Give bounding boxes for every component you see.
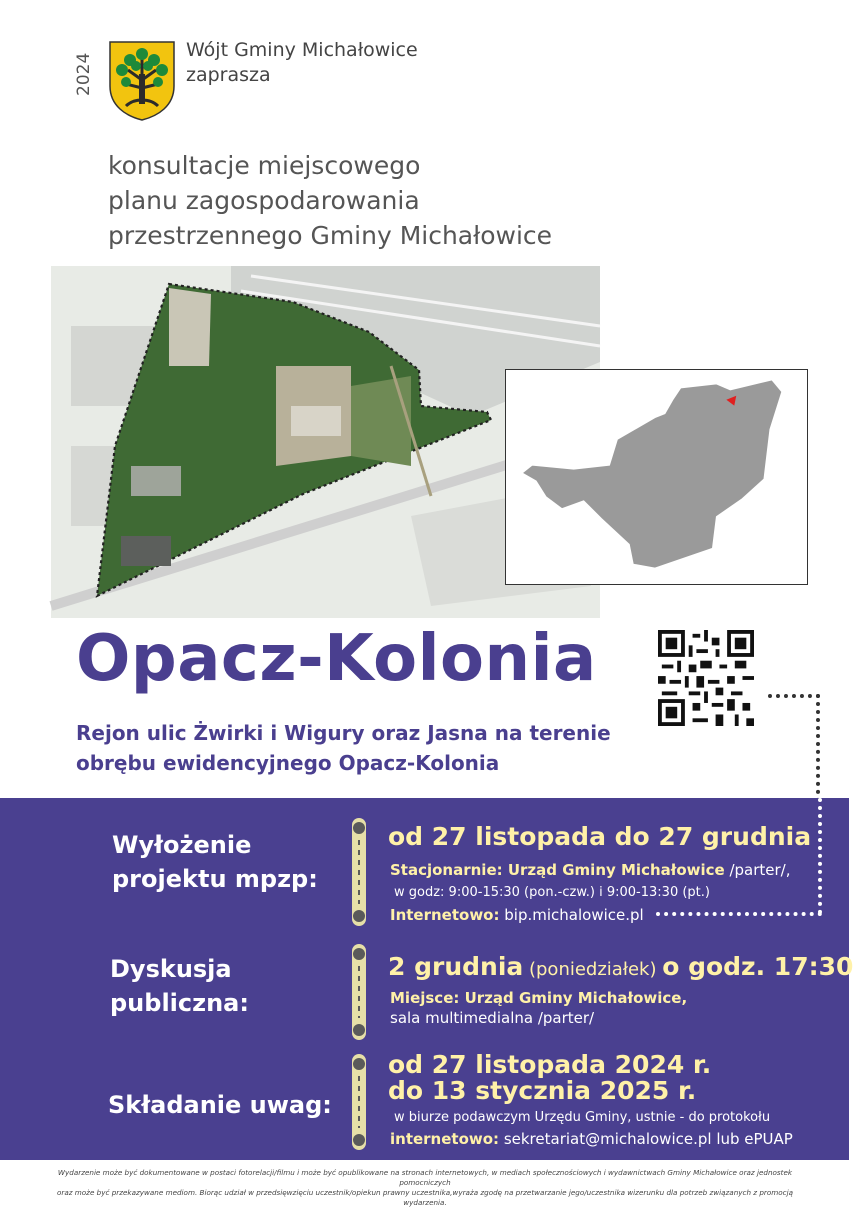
consultation-line-1: konsultacje miejscowego — [108, 151, 421, 180]
timeline-marker — [348, 944, 370, 1040]
qr-code-icon[interactable] — [658, 630, 754, 726]
exhibition-hours: w godz: 9:00-15:30 (pon.-czw.) i 9:00-13:30 (pt.) — [394, 885, 710, 900]
subtitle-line-2: obrębu ewidencyjnego Opacz-Kolonia — [76, 751, 500, 775]
year-label: 2024 — [74, 52, 94, 96]
comments-label: Składanie uwag: — [108, 1091, 332, 1119]
location-inset-map — [505, 369, 808, 585]
comments-online — [390, 1129, 793, 1149]
comments-date-end: do 13 stycznia 2025 r. — [388, 1076, 697, 1105]
consultation-heading — [108, 148, 552, 253]
exhibition-dates: od 27 listopada do 27 grudnia — [388, 822, 812, 851]
online-label: Internetowo: — [390, 906, 500, 924]
discussion-room: sala multimedialna /parter/ — [390, 1009, 595, 1027]
discussion-place — [390, 988, 687, 1008]
connector-dots — [816, 694, 820, 802]
comments-date-start: od 27 listopada 2024 r. — [388, 1050, 712, 1079]
email-link[interactable]: sekretariat@michalowice.pl lub ePUAP — [499, 1130, 793, 1148]
exhibition-online — [390, 905, 644, 925]
discussion-date — [388, 952, 853, 985]
connector-dots — [656, 912, 822, 916]
footer-line-2: oraz może być przekazywane mediom. Biorąc udział w przedsięwzięciu uczestnik/opiekun prawny uczestnika,wyraża zgodę na przetwarzanie jego/uczestnika wizerunku dla potrzeb związanych z promocją wydarzenia. — [56, 1188, 794, 1207]
host-name: Wójt Gminy Michałowice — [186, 39, 418, 61]
page-title: Opacz-Kolonia — [76, 622, 597, 696]
connector-dots — [818, 798, 822, 914]
discussion-label-line-1: Dyskusja — [110, 955, 232, 983]
exhibition-label-line-1: Wyłożenie — [112, 831, 252, 859]
footer-line-1: Wydarzenie może być dokumentowane w postaci fotorelacji/filmu i może być opublikowane na stronach internetowych, w mediach społecznościowych i wydawnictwach Gminy Michałowice oraz jednostek pomocniczych — [57, 1168, 793, 1187]
comments-online-label: internetowo: — [390, 1130, 500, 1148]
connector-dots — [768, 694, 820, 698]
footer-disclaimer — [40, 1168, 810, 1208]
exhibition-onsite — [390, 860, 791, 880]
place-label: Miejsce: Urząd Gminy Michałowice, — [390, 989, 688, 1007]
timeline-marker — [348, 818, 370, 926]
onsite-floor: /parter/, — [724, 861, 791, 879]
discussion-weekday: (poniedziałek) — [523, 959, 663, 980]
discussion-day: 2 grudnia — [388, 952, 524, 981]
exhibition-label — [112, 828, 318, 896]
timeline-marker — [348, 1054, 370, 1150]
discussion-label-line-2: publiczna: — [110, 989, 249, 1017]
subtitle-line-1: Rejon ulic Żwirki i Wigury oraz Jasna na terenie — [76, 721, 611, 745]
consultation-line-3: przestrzennego Gminy Michałowice — [108, 221, 553, 250]
location-subtitle — [76, 718, 611, 778]
exhibition-label-line-2: projektu mpzp: — [112, 865, 318, 893]
comments-office: w biurze podawczym Urzędu Gminy, ustnie - do protokołu — [394, 1110, 771, 1125]
host-block — [186, 38, 418, 88]
discussion-time: o godz. 17:30 — [662, 952, 853, 981]
tree-crest-icon — [106, 40, 178, 122]
onsite-label: Stacjonarnie: Urząd Gminy Michałowice — [390, 861, 725, 879]
bip-link[interactable]: bip.michalowice.pl — [499, 906, 644, 924]
consultation-line-2: planu zagospodarowania — [108, 186, 420, 215]
host-invites: zaprasza — [186, 64, 271, 86]
discussion-label — [110, 952, 249, 1020]
